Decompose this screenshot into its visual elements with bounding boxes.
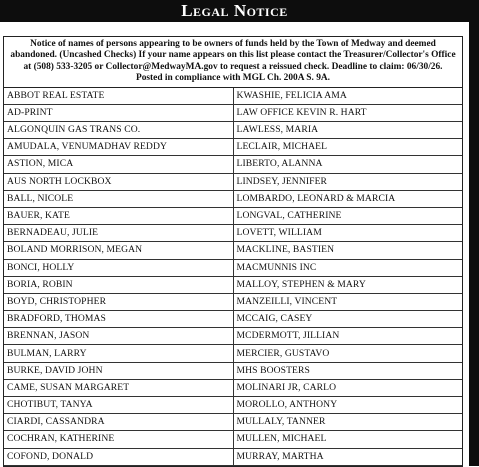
- table-row: [4, 190, 462, 207]
- table-row: [4, 431, 462, 448]
- table-row: [4, 379, 462, 396]
- name-cell-left: AUS NORTH LOCKBOX: [4, 173, 233, 190]
- name-cell-right: KWASHIE, FELICIA AMA: [233, 88, 462, 105]
- names-table-body: [4, 88, 462, 466]
- table-row: [4, 173, 462, 190]
- table-row: [4, 362, 462, 379]
- table-row: [4, 139, 462, 156]
- name-cell-left: BRADFORD, THOMAS: [4, 311, 233, 328]
- name-cell-right: MHS BOOSTERS: [233, 362, 462, 379]
- table-row: [4, 345, 462, 362]
- name-cell-right: MERCIER, GUSTAVO: [233, 345, 462, 362]
- name-cell-left: AMUDALA, VENUMADHAV REDDY: [4, 139, 233, 156]
- table-row: [4, 156, 462, 173]
- table-row: [4, 207, 462, 224]
- name-cell-left: BERNADEAU, JULIE: [4, 225, 233, 242]
- table-row: [4, 259, 462, 276]
- table-row: [4, 242, 462, 259]
- name-cell-left: BOYD, CHRISTOPHER: [4, 293, 233, 310]
- name-cell-right: MOLINARI JR, CARLO: [233, 379, 462, 396]
- name-cell-left: BORIA, ROBIN: [4, 276, 233, 293]
- page-edge-bar: [469, 0, 479, 466]
- name-cell-right: MOROLLO, ANTHONY: [233, 397, 462, 414]
- name-cell-right: LIBERTO, ALANNA: [233, 156, 462, 173]
- table-row: [4, 397, 462, 414]
- names-table: [4, 88, 462, 466]
- table-row: [4, 104, 462, 121]
- name-cell-left: BULMAN, LARRY: [4, 345, 233, 362]
- name-cell-right: MULLALY, TANNER: [233, 414, 462, 431]
- table-row: [4, 276, 462, 293]
- name-cell-left: ALGONQUIN GAS TRANS CO.: [4, 122, 233, 139]
- name-cell-left: ASTION, MICA: [4, 156, 233, 173]
- name-cell-left: BONCI, HOLLY: [4, 259, 233, 276]
- name-cell-left: CAME, SUSAN MARGARET: [4, 379, 233, 396]
- name-cell-left: COFOND, DONALD: [4, 448, 233, 465]
- name-cell-left: BALL, NICOLE: [4, 190, 233, 207]
- name-cell-left: ABBOT REAL ESTATE: [4, 88, 233, 105]
- header-bar: [0, 0, 469, 22]
- name-cell-left: CHOTIBUT, TANYA: [4, 397, 233, 414]
- name-cell-right: LONGVAL, CATHERINE: [233, 207, 462, 224]
- name-cell-right: LECLAIR, MICHAEL: [233, 139, 462, 156]
- name-cell-left: AD-PRINT: [4, 104, 233, 121]
- name-cell-right: MACKLINE, BASTIEN: [233, 242, 462, 259]
- name-cell-right: MCCAIG, CASEY: [233, 311, 462, 328]
- name-cell-right: LAW OFFICE KEVIN R. HART: [233, 104, 462, 121]
- name-cell-right: LAWLESS, MARIA: [233, 122, 462, 139]
- name-cell-left: BOLAND MORRISON, MEGAN: [4, 242, 233, 259]
- name-cell-right: MACMUNNIS INC: [233, 259, 462, 276]
- name-cell-right: MULLEN, MICHAEL: [233, 431, 462, 448]
- name-cell-right: LINDSEY, JENNIFER: [233, 173, 462, 190]
- table-row: [4, 293, 462, 310]
- table-row: [4, 122, 462, 139]
- table-row: [4, 225, 462, 242]
- name-cell-right: LOMBARDO, LEONARD & MARCIA: [233, 190, 462, 207]
- table-row: [4, 88, 462, 105]
- notice-box: [3, 36, 463, 467]
- table-row: [4, 414, 462, 431]
- name-cell-right: MANZEILLI, VINCENT: [233, 293, 462, 310]
- notice-title: Legal Notice: [181, 1, 288, 20]
- table-row: [4, 311, 462, 328]
- name-cell-left: COCHRAN, KATHERINE: [4, 431, 233, 448]
- table-row: [4, 448, 462, 465]
- notice-text: Notice of names of persons appearing to be owners of funds held by the Town of Medway and deemed abandoned. (Uncashed Checks) If your name appears on this list please contact the Treasurer/Collector's Office at (508) 533-3205 or Collector@MedwayMA.gov to request a reissued check. Deadline to claim: 06/30/26. Posted in compliance with MGL Ch. 200A S. 9A.: [4, 37, 462, 88]
- name-cell-left: CIARDI, CASSANDRA: [4, 414, 233, 431]
- name-cell-right: LOVETT, WILLIAM: [233, 225, 462, 242]
- name-cell-left: BURKE, DAVID JOHN: [4, 362, 233, 379]
- name-cell-right: MALLOY, STEPHEN & MARY: [233, 276, 462, 293]
- name-cell-right: MCDERMOTT, JILLIAN: [233, 328, 462, 345]
- name-cell-right: MURRAY, MARTHA: [233, 448, 462, 465]
- name-cell-left: BAUER, KATE: [4, 207, 233, 224]
- table-row: [4, 328, 462, 345]
- name-cell-left: BRENNAN, JASON: [4, 328, 233, 345]
